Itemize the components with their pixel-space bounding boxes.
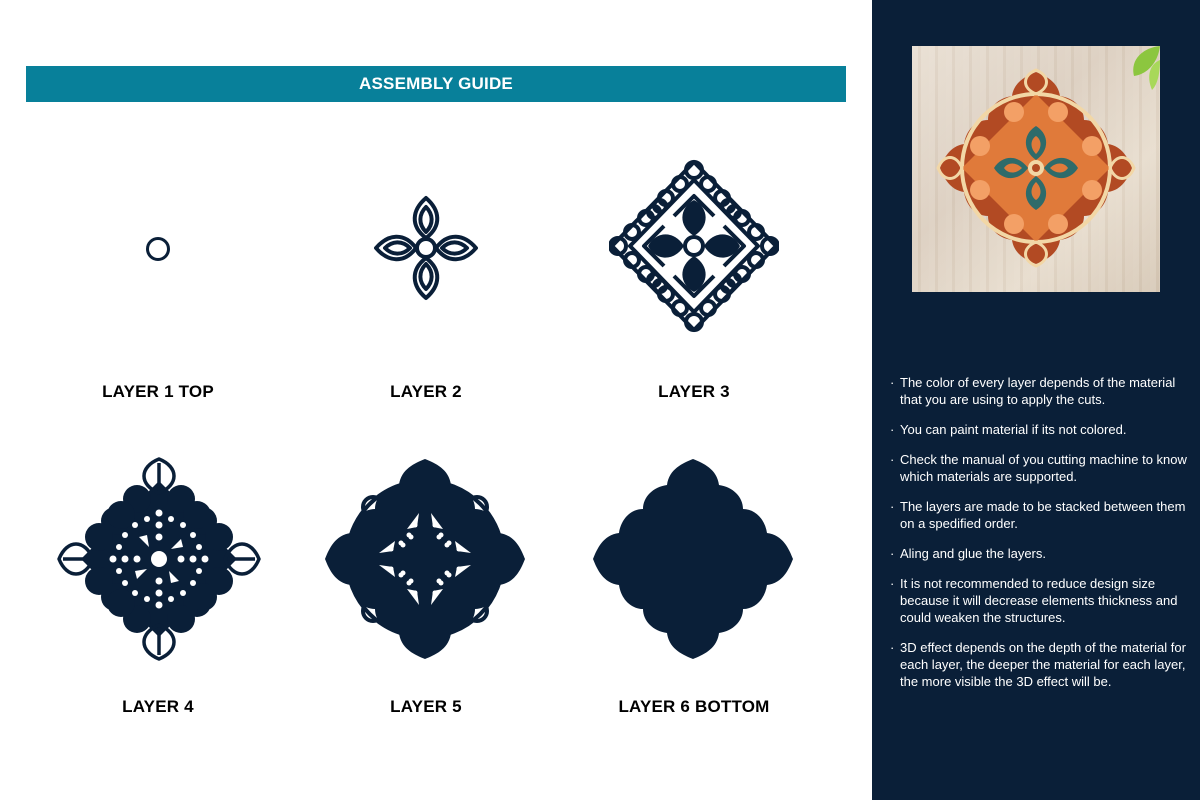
bullet-icon: ·	[890, 452, 895, 467]
note-text: You can paint material if its not colored.	[900, 422, 1127, 437]
bullet-icon: ·	[890, 375, 895, 390]
note-text: The layers are made to be stacked between them on a spedified order.	[900, 499, 1186, 531]
ornate-mandala-icon	[56, 456, 262, 662]
note-text: 3D effect depends on the depth of the material for each layer, the deeper the material for each layer, the more visible the 3D effect will be.	[900, 640, 1186, 689]
assembly-guide-banner	[26, 66, 846, 102]
sidebar-panel	[872, 0, 1200, 800]
bullet-icon: ·	[890, 546, 895, 561]
note-item	[890, 545, 1190, 562]
bullet-icon: ·	[890, 640, 895, 655]
lattice-mandala-icon	[609, 158, 779, 334]
layer-1-label: LAYER 1 TOP	[102, 382, 214, 401]
banner-title: ASSEMBLY GUIDE	[359, 74, 513, 93]
bullet-icon: ·	[890, 576, 895, 591]
instruction-notes	[890, 374, 1190, 703]
note-item	[890, 374, 1190, 408]
note-item	[890, 451, 1190, 485]
layer-5-label: LAYER 5	[390, 697, 462, 716]
note-item	[890, 498, 1190, 532]
note-item	[890, 639, 1190, 690]
colored-mandala-icon	[936, 68, 1136, 268]
note-text: It is not recommended to reduce design size because it will decrease elements thickness and could weaken the structures.	[900, 576, 1178, 625]
ringed-mandala-icon	[322, 456, 528, 662]
solid-base-icon	[590, 456, 796, 662]
note-text: The color of every layer depends of the material that you are using to apply the cuts.	[900, 375, 1176, 407]
layer-6-label: LAYER 6 BOTTOM	[618, 697, 770, 716]
finished-mandala-photo	[912, 46, 1160, 292]
layer-3-label: LAYER 3	[658, 382, 730, 401]
small-ring-icon	[143, 235, 173, 265]
bullet-icon: ·	[890, 422, 895, 437]
layer-2-label: LAYER 2	[390, 382, 462, 401]
note-item	[890, 421, 1190, 438]
bullet-icon: ·	[890, 499, 895, 514]
note-item	[890, 575, 1190, 626]
note-text: Check the manual of you cutting machine to know which materials are supported.	[900, 452, 1187, 484]
four-petal-flower-icon	[370, 192, 482, 304]
layer-4-label: LAYER 4	[122, 697, 194, 716]
note-text: Aling and glue the layers.	[900, 546, 1046, 561]
